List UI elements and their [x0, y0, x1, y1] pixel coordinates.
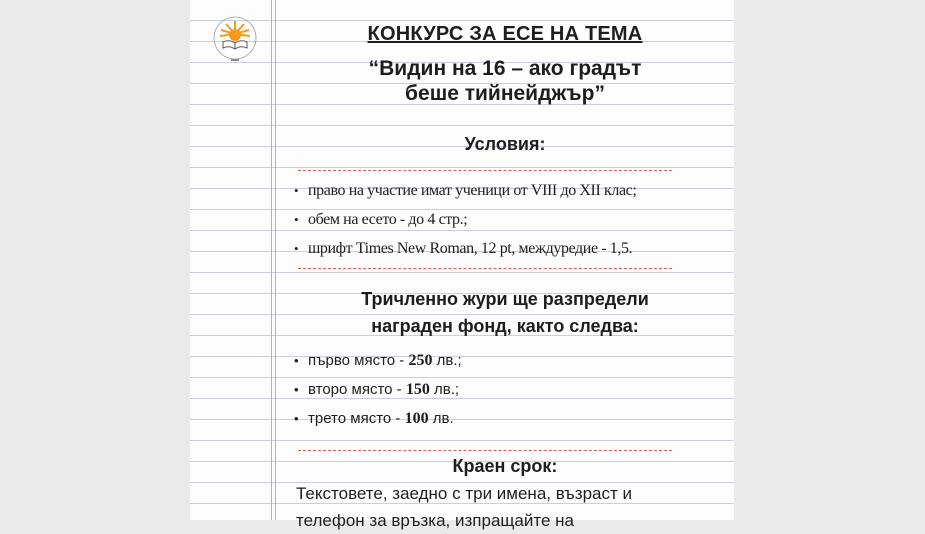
condition-item: • обем на есето - до 4 стр.; [294, 209, 636, 238]
deadline-line-2: телефон за връзка, изпращайте на [296, 511, 574, 530]
essay-topic-line-1: “Видин на 16 – ако градът [368, 57, 642, 80]
conditions-list [294, 180, 636, 267]
deadline-title: Краен срок: [452, 456, 558, 476]
conditions-title: Условия: [464, 134, 546, 154]
prize-place: трето място - [308, 410, 405, 427]
prize-item [294, 350, 462, 379]
prizes-list [294, 350, 462, 437]
school-logo-icon [207, 12, 263, 66]
dashed-divider [298, 170, 672, 171]
prize-item [294, 408, 462, 437]
prize-amount: 100 [404, 410, 429, 427]
jury-heading-line-2: награден фонд, както следва: [371, 316, 639, 336]
essay-contest-poster [190, 0, 734, 530]
dashed-divider [298, 450, 672, 451]
prize-amount: 150 [405, 381, 430, 398]
prize-place: първо място - [308, 352, 409, 369]
prize-currency: лв.; [432, 352, 462, 369]
condition-item: • шрифт Times New Roman, 12 pt, междуредие - 1,5. [294, 238, 636, 267]
deadline-instructions [296, 480, 716, 534]
condition-item: • право на участие имат ученици от VIII до XII клас; [294, 180, 636, 209]
essay-topic-line-2: беше тийнейджър” [405, 82, 605, 105]
margin-line [271, 0, 272, 520]
contest-heading: КОНКУРС ЗА ЕСЕ НА ТЕМА [367, 23, 643, 45]
prize-amount: 250 [408, 352, 433, 369]
deadline-line-1: Текстовете, заедно с три имена, възраст и [296, 484, 633, 503]
prize-place: второ място - [308, 381, 406, 398]
prize-currency: лв.; [429, 381, 460, 398]
prize-item [294, 379, 462, 408]
jury-heading-line-1: Тричленно жури ще разпредели [361, 289, 649, 309]
prize-currency: лв. [428, 410, 454, 427]
dashed-divider [298, 268, 672, 269]
